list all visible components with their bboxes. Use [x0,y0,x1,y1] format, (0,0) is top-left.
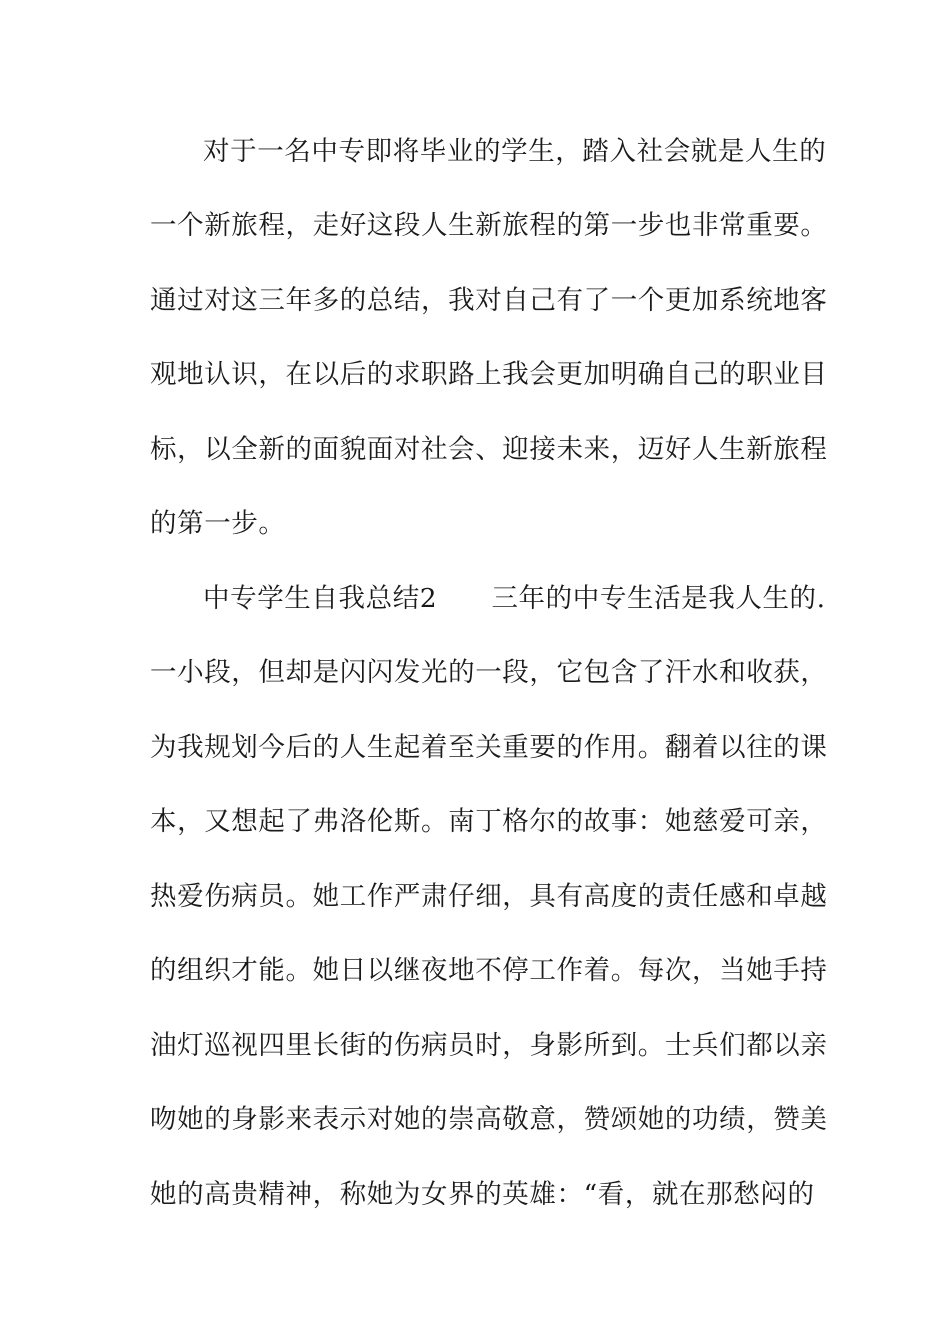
text-line: 热爱伤病员。她工作严肃仔细，具有高度的责任感和卓越 [150,881,828,912]
text-line: 吻她的身影来表示对她的崇高敬意，赞颂她的功绩，赞美 [150,1104,828,1135]
text-line: 一小段，但却是闪闪发光的一段，它包含了汗水和收获， [150,657,828,688]
text-line: 标，以全新的面貌面对社会、迎接未来，迈好人生新旅程 [150,434,828,465]
text-line: 对于一名中专即将毕业的学生，踏入社会就是人生的 [203,136,827,167]
text-line: 她的高贵精神，称她为女界的英雄：“看，就在那愁闷的 [150,1179,815,1210]
text-line: 观地认识，在以后的求职路上我会更加明确自己的职业目 [150,359,828,390]
text-line: 本，又想起了弗洛伦斯。南丁格尔的故事：她慈爱可亲， [150,806,828,837]
text-line: 的组织才能。她日以继夜地不停工作着。每次，当她手持 [150,955,828,986]
text-line: 油灯巡视四里长街的伤病员时，身影所到。士兵们都以亲 [150,1030,828,1061]
text-line: 的第一步。 [150,508,286,539]
section-heading-line: 中专学生自我总结2 三年的中专生活是我人生的. [203,583,826,614]
text-line: 通过对这三年多的总结，我对自己有了一个更加系统地客 [150,285,828,316]
text-line: 为我规划今后的人生起着至关重要的作用。翻着以往的课 [150,732,828,763]
text-line: 一个新旅程，走好这段人生新旅程的第一步也非常重要。 [150,210,828,241]
